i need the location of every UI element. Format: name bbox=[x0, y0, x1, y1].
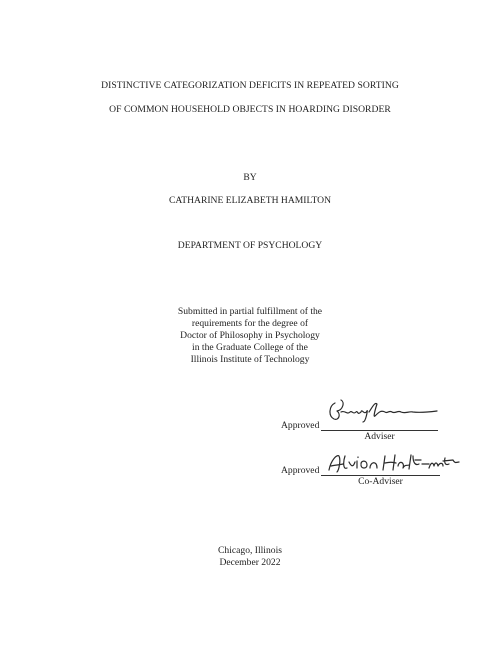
submission-line-3: Doctor of Philosophy in Psychology bbox=[180, 330, 320, 341]
title-line-2: OF COMMON HOUSEHOLD OBJECTS IN HOARDING DISORDER bbox=[109, 104, 391, 115]
submission-line-5: Illinois Institute of Technology bbox=[190, 354, 310, 365]
author-name: CATHARINE ELIZABETH HAMILTON bbox=[168, 195, 331, 206]
submission-line-2: requirements for the degree of bbox=[191, 318, 309, 329]
adviser-role: Adviser bbox=[364, 431, 395, 442]
co-adviser-role: Co-Adviser bbox=[358, 476, 403, 487]
submission-statement bbox=[0, 306, 500, 366]
submission-line-4: in the Graduate College of the bbox=[192, 342, 308, 353]
date: December 2022 bbox=[219, 557, 281, 568]
by-label: BY bbox=[243, 172, 257, 183]
adviser-approved-label: Approved bbox=[281, 420, 320, 431]
adviser-signature-icon bbox=[325, 398, 440, 424]
title-line-1: DISTINCTIVE CATEGORIZATION DEFICITS IN REPEATED SORTING bbox=[101, 80, 399, 91]
co-adviser-approved-label: Approved bbox=[281, 465, 320, 476]
place: Chicago, Illinois bbox=[218, 545, 282, 556]
department-name: DEPARTMENT OF PSYCHOLOGY bbox=[177, 240, 323, 251]
submission-line-1: Submitted in partial fulfillment of the bbox=[177, 306, 323, 317]
co-adviser-signature-icon bbox=[325, 450, 465, 476]
